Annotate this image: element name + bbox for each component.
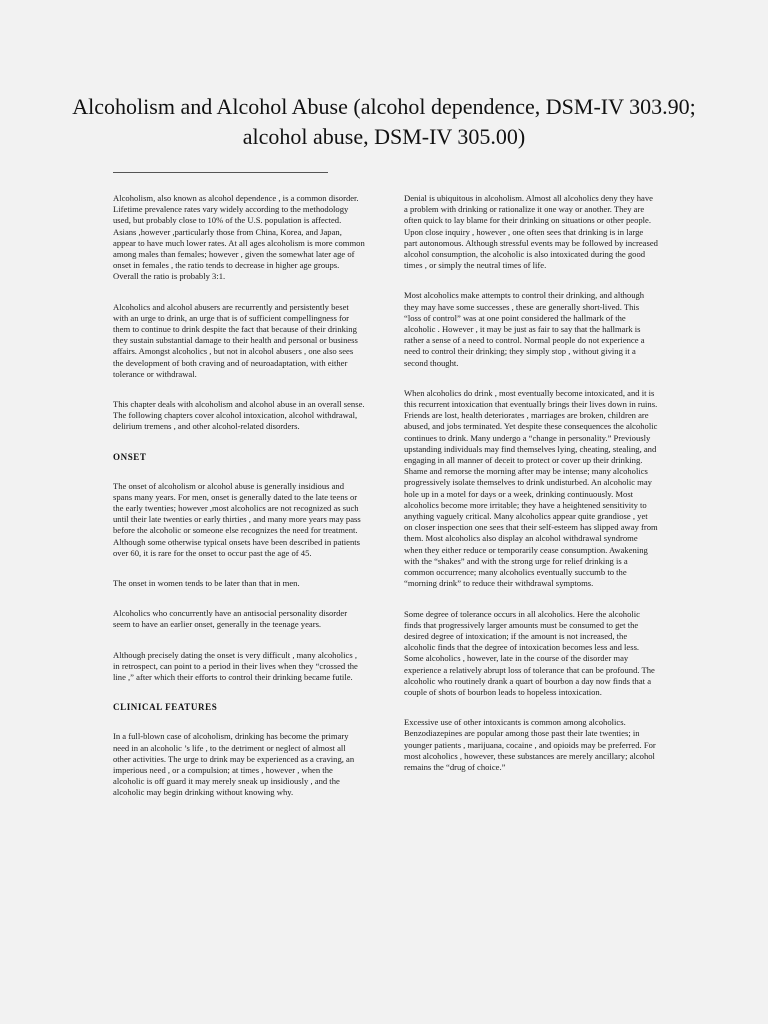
title-divider <box>113 172 328 173</box>
paragraph: Alcoholism, also known as alcohol dependence , is a common disorder. Lifetime prevalence rates vary widely according to the methodology used, but probably close to 10% of the U.S. population is affected. Asians ,however ,particularly those from China, Korea, and Japan, appear to have much lower rates. At all ages alcoholism is more common among males than females; however , given the somewhat later age of onset in females , the ratio tends to decrease in higher age groups. Overall the ratio is probably 3:1. <box>113 193 365 282</box>
paragraph: Most alcoholics make attempts to control their drinking, and although they may have some successes , these are generally short-lived. This “loss of control” was at one point considered the hallmark of the alcoholic . However , it may be just as fair to say that the hallmark is rather a sense of a need to control. Normal people do not experience a need to control their drinking; they simply stop , without giving it a second thought. <box>404 290 645 368</box>
paragraph: Denial is ubiquitous in alcoholism. Almost all alcoholics deny they have a problem with drinking or rationalize it one way or another. They are often quick to lay blame for their drinking on situations or other people. Upon close inquiry , however , one often sees that drinking is in large part autonomous. Although stressful events may be followed by increased alcohol consumption, the alcoholic is also intoxicated during the good times , or simply the neutral times of life. <box>404 193 658 271</box>
section-heading: ONSET <box>113 451 147 462</box>
paragraph: When alcoholics do drink , most eventually become intoxicated, and it is this recurrent intoxication that eventually brings their lives down in ruins. Friends are lost, health deteriorates , marriages are broken, children are abused, and jobs terminated. Yet despite these consequences the alcoholic continues to drink. Many undergo a “change in personality.” Previously upstanding individuals may find themselves lying, cheating, stealing, and engaging in all manner of deceit to protect or cover up their drinking. Shame and remorse the morning after may be intense; many alcoholics progressively isolate themselves to drink undisturbed. An alcoholic may hole up in a motel for days or a week, drinking continuously. Most alcoholics become more irritable; they have a heightened sensitivity to anything vaguely critical. Many alcoholics appear quite grandiose , yet on closer inspection one sees that their self-esteem has slipped away from them. Most alcoholics also display an alcohol withdrawal syndrome when they either reduce or temporarily cease consumption. Awakening with the “shakes” and with the strong urge for relief drinking is a common occurrence; many alcoholics eventually succumb to the “morning drink” to reduce their withdrawal symptoms. <box>404 387 658 589</box>
paragraph: Excessive use of other intoxicants is common among alcoholics. Benzodiazepines are popular among those past their late twenties; in younger patients , marijuana, cocaine , and opioids may be preferred. For most alcoholics , however, these substances are merely ancillary; alcohol remains the “drug of choice.” <box>404 717 656 772</box>
section-heading: CLINICAL FEATURES <box>113 702 218 713</box>
paragraph: Alcoholics and alcohol abusers are recurrently and persistently beset with an urge to drink, an urge that is of sufficient compellingness for them to continue to drink despite the fact that because of their drinking they sustain substantial damage to their health and personal or business affairs. Amongst alcoholics , but not in alcohol abusers , one also sees the development of both craving and of neuroadaptation, with either tolerance or withdrawal. <box>113 301 358 379</box>
paragraph: The onset in women tends to be later than that in men. <box>113 578 300 589</box>
paragraph: In a full-blown case of alcoholism, drinking has become the primary need in an alcoholic ’s life , to the detriment or neglect of almost all other activities. The urge to drink may be experienced as a craving, an imperious need , or a compulsion; at times , however , when the alcoholic is off guard it may merely sneak up insidiously , and the alcoholic may begin drinking without knowing why. <box>113 731 355 798</box>
paragraph: Although precisely dating the onset is very difficult , many alcoholics , in retrospect, can point to a period in their lives when they “crossed the line ,” after which their efforts to control their drinking became futile. <box>113 649 358 683</box>
page-title: Alcoholism and Alcohol Abuse (alcohol dependence, DSM-IV 303.90; alcohol abuse, DSM-IV 305.00) <box>72 94 696 149</box>
left-column <box>113 193 365 818</box>
right-column <box>404 193 658 792</box>
paragraph: Alcoholics who concurrently have an antisocial personality disorder seem to have an earlier onset, generally in the teenage years. <box>113 608 348 630</box>
paragraph: The onset of alcoholism or alcohol abuse is generally insidious and spans many years. For men, onset is generally dated to the late teens or the early twenties; however ,most alcoholics are not recognized as such until their late twenties or early thirties , and many more years may pass before the alcoholic or someone else recognizes the need for treatment. Although some otherwise typical onsets have been described in patients over 60, it is rare for the onset to occur past the age of 45. <box>113 480 361 558</box>
paragraph: This chapter deals with alcoholism and alcohol abuse in an overall sense. The following chapters cover alcohol intoxication, alcohol withdrawal, delirium tremens , and other alcohol-related disorders. <box>113 399 365 432</box>
paragraph: Some degree of tolerance occurs in all alcoholics. Here the alcoholic finds that progressively larger amounts must be consumed to get the desired degree of intoxication; if the amount is not increased, the alcoholic finds that the degree of intoxication becomes less and less. Some alcoholics , however, late in the course of the disorder may experience a relatively abrupt loss of tolerance that can be profound. The alcoholic who routinely drank a quart of bourbon a day now finds that a couple of shots of bourbon leads to hopeless intoxication. <box>404 608 655 697</box>
